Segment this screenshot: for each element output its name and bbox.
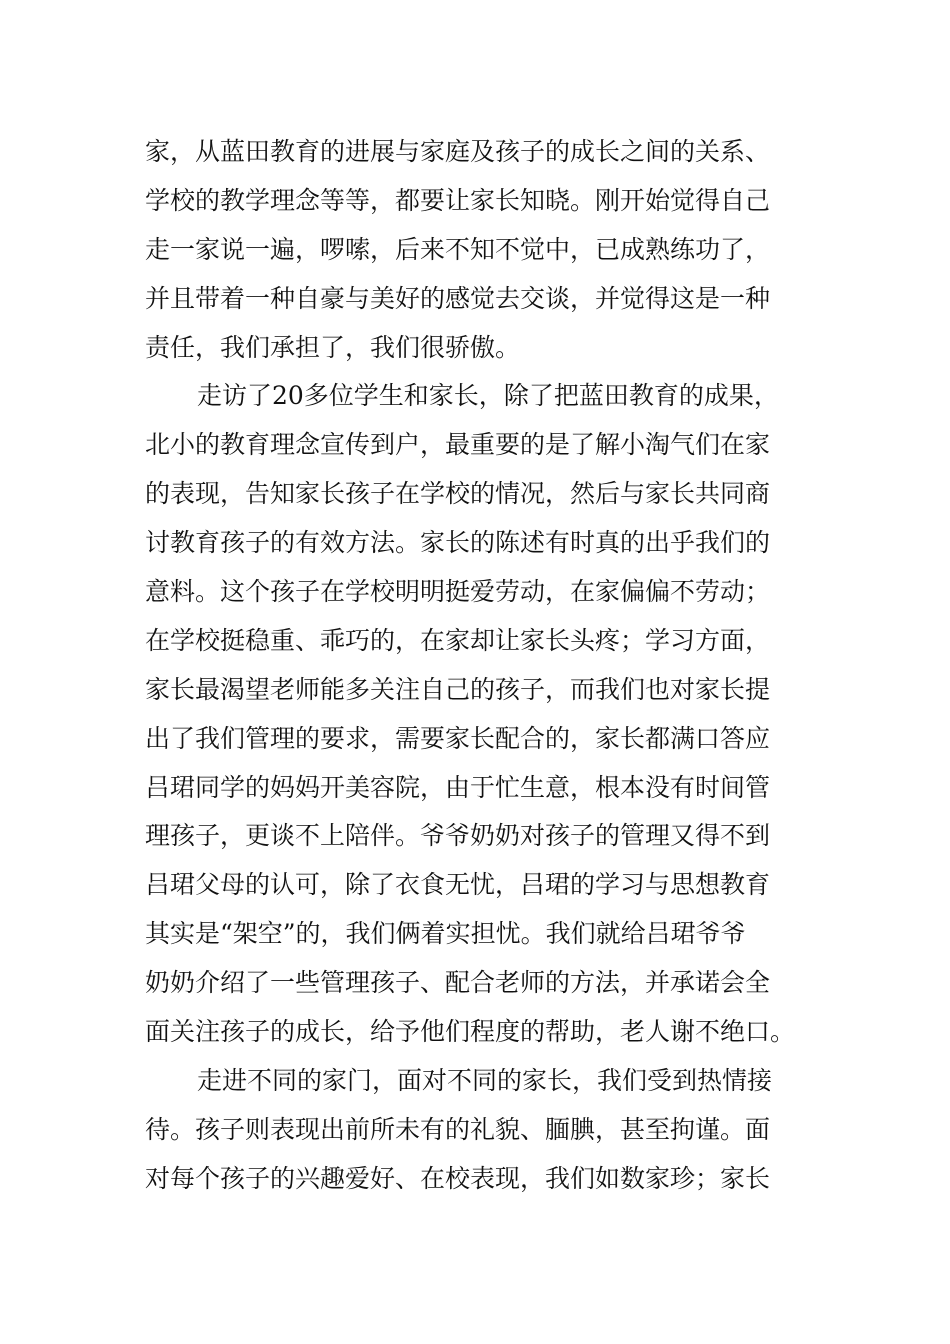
text-line: 其实是“架空”的，我们俩着实担忧。我们就给吕珺爷爷 [145,919,746,949]
text-line: 家，从蓝田教育的进展与家庭及孩子的成长之间的关系、 [145,137,771,166]
text-line: 并且带着一种自豪与美好的感觉去交谈，并觉得这是一种 [145,283,771,313]
text-line: 北小的教育理念宣传到户，最重要的是了解小淘气们在家 [145,430,771,460]
text-line: 责任，我们承担了，我们很骄傲。 [145,332,521,362]
text-line: 奶奶介绍了一些管理孩子、配合老师的方法，并承诺会全 [145,968,771,998]
text-line: 家长最渴望老师能多关注自己的孩子，而我们也对家长提 [145,674,771,704]
text-line: 的表现，告知家长孩子在学校的情况，然后与家长共同商 [145,479,771,509]
text-line: 走进不同的家门，面对不同的家长，我们受到热情接 [197,1065,773,1095]
text-line: 吕珺同学的妈妈开美容院，由于忙生意，根本没有时间管 [145,772,771,802]
text-line: 在学校挺稳重、乖巧的，在家却让家长头疼；学习方面， [145,625,771,655]
text-line: 对每个孩子的兴趣爱好、在校表现，我们如数家珍；家长 [145,1163,771,1193]
text-line: 学校的教学理念等等，都要让家长知晓。刚开始觉得自己 [145,185,771,215]
text-line: 走访了20多位学生和家长，除了把蓝田教育的成果， [197,381,779,411]
text-line: 讨教育孩子的有效方法。家长的陈述有时真的出乎我们的 [145,528,771,558]
text-line: 理孩子，更谈不上陪伴。爷爷奶奶对孩子的管理又得不到 [145,821,771,851]
text-line: 出了我们管理的要求，需要家长配合的，家长都满口答应 [145,723,771,753]
text-line: 面关注孩子的成长，给予他们程度的帮助，老人谢不绝口。 [145,1017,796,1047]
text-line: 吕珺父母的认可，除了衣食无忧，吕珺的学习与思想教育 [145,870,771,900]
text-line: 待。孩子则表现出前所未有的礼貌、腼腆，甚至拘谨。面 [145,1114,771,1144]
text-line: 意料。这个孩子在学校明明挺爱劳动，在家偏偏不劳动； [145,577,771,607]
text-line: 走一家说一遍，啰嗦，后来不知不觉中，已成熟练功了， [145,234,771,264]
body-text [145,128,810,1204]
